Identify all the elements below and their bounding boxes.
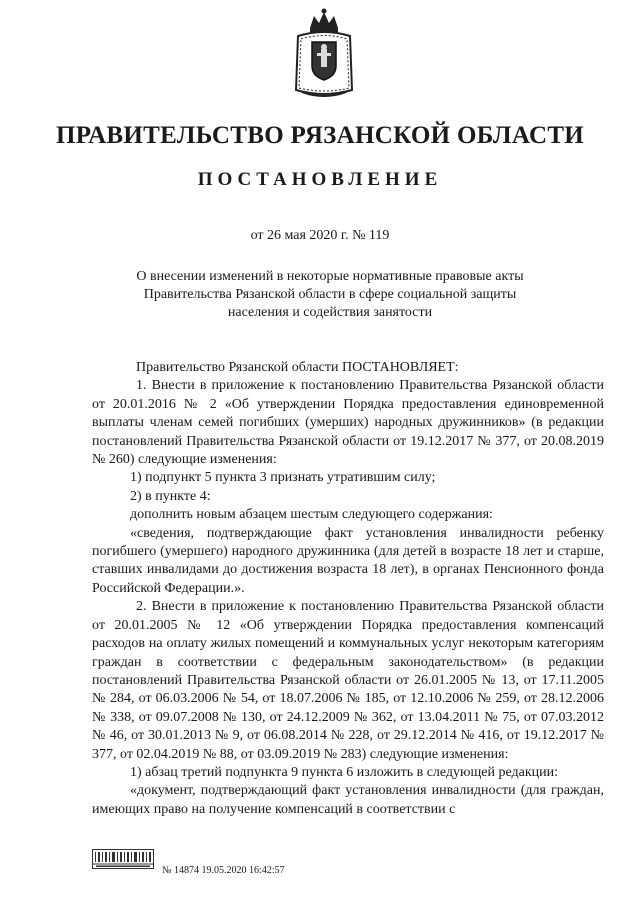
- body-paragraph: 1. Внести в приложение к постановлению Правительства Рязанской области от 20.01.2016 № 2 «Об утверждении Порядка предоставления единовременной выплаты членам семей погибших (умерших) народных дружинников» (в редакции постановлений Правительства Рязанской области от 19.12.2017 № 377, от 20.08.2019 № 260) следующие изменения:: [92, 378, 604, 468]
- document-body: [92, 359, 604, 819]
- body-paragraph: 1) абзац третий подпункта 9 пункта 6 изложить в следующей редакции:: [130, 764, 559, 780]
- document-subject: О внесении изменений в некоторые нормативные правовые акты Правительства Рязанской области в сфере социальной защиты населения и содействия занятости: [136, 269, 524, 320]
- coat-of-arms-icon: [292, 6, 356, 100]
- document-type: ПОСТАНОВЛЕНИЕ: [197, 169, 443, 190]
- body-paragraph: 2. Внести в приложение к постановлению Правительства Рязанской области от 20.01.2005 № 12 «Об утверждении Порядка предоставления компенсаций расходов на оплату жилых помещений и коммунальных услуг некоторым категориям граждан в соответствии с федеральным законодательством» (в редакции постановлений Правительства Рязанской области от 26.01.2005 № 13, от 17.11.2005 № 284, от 06.03.2006 № 54, от 18.07.2006 № 185, от 12.10.2006 № 259, от 28.12.2006 № 338, от 09.07.2008 № 130, от 24.12.2009 № 362, от 13.04.2011 № 75, от 07.03.2012 № 46, от 30.01.2013 № 9, от 06.08.2014 № 228, от 29.12.2014 № 416, от 19.12.2017 № 377, от 02.04.2019 № 88, от 03.09.2019 № 283) следующие изменения:: [92, 599, 604, 762]
- body-paragraph: «сведения, подтверждающие факт установления инвалидности ребенку погибшего (умершего) народного дружинника (для детей в возрасте 18 лет и старше, ставших инвалидами до достижения возраста 18 лет), в органах Пенсионного фонда Российской Федерации.».: [92, 525, 604, 596]
- body-paragraph: Правительство Рязанской области ПОСТАНОВЛЯЕТ:: [136, 360, 459, 375]
- body-paragraph: «документ, подтверждающий факт установления инвалидности (для граждан, имеющих право на получение компенсаций в соответствии с: [92, 783, 604, 817]
- body-paragraph: 2) в пункте 4:: [130, 488, 211, 504]
- body-paragraph: 1) подпункт 5 пункта 3 признать утратившим силу;: [130, 470, 436, 486]
- body-paragraph: дополнить новым абзацем шестым следующего содержания:: [130, 507, 493, 523]
- organization-title: ПРАВИТЕЛЬСТВО РЯЗАНСКОЙ ОБЛАСТИ: [55, 122, 585, 149]
- registration-mark: № 14874 19.05.2020 16:42:57: [162, 865, 285, 876]
- document-date-number: от 26 мая 2020 г. № 119: [250, 228, 390, 243]
- barcode-stamp-icon: [92, 849, 154, 869]
